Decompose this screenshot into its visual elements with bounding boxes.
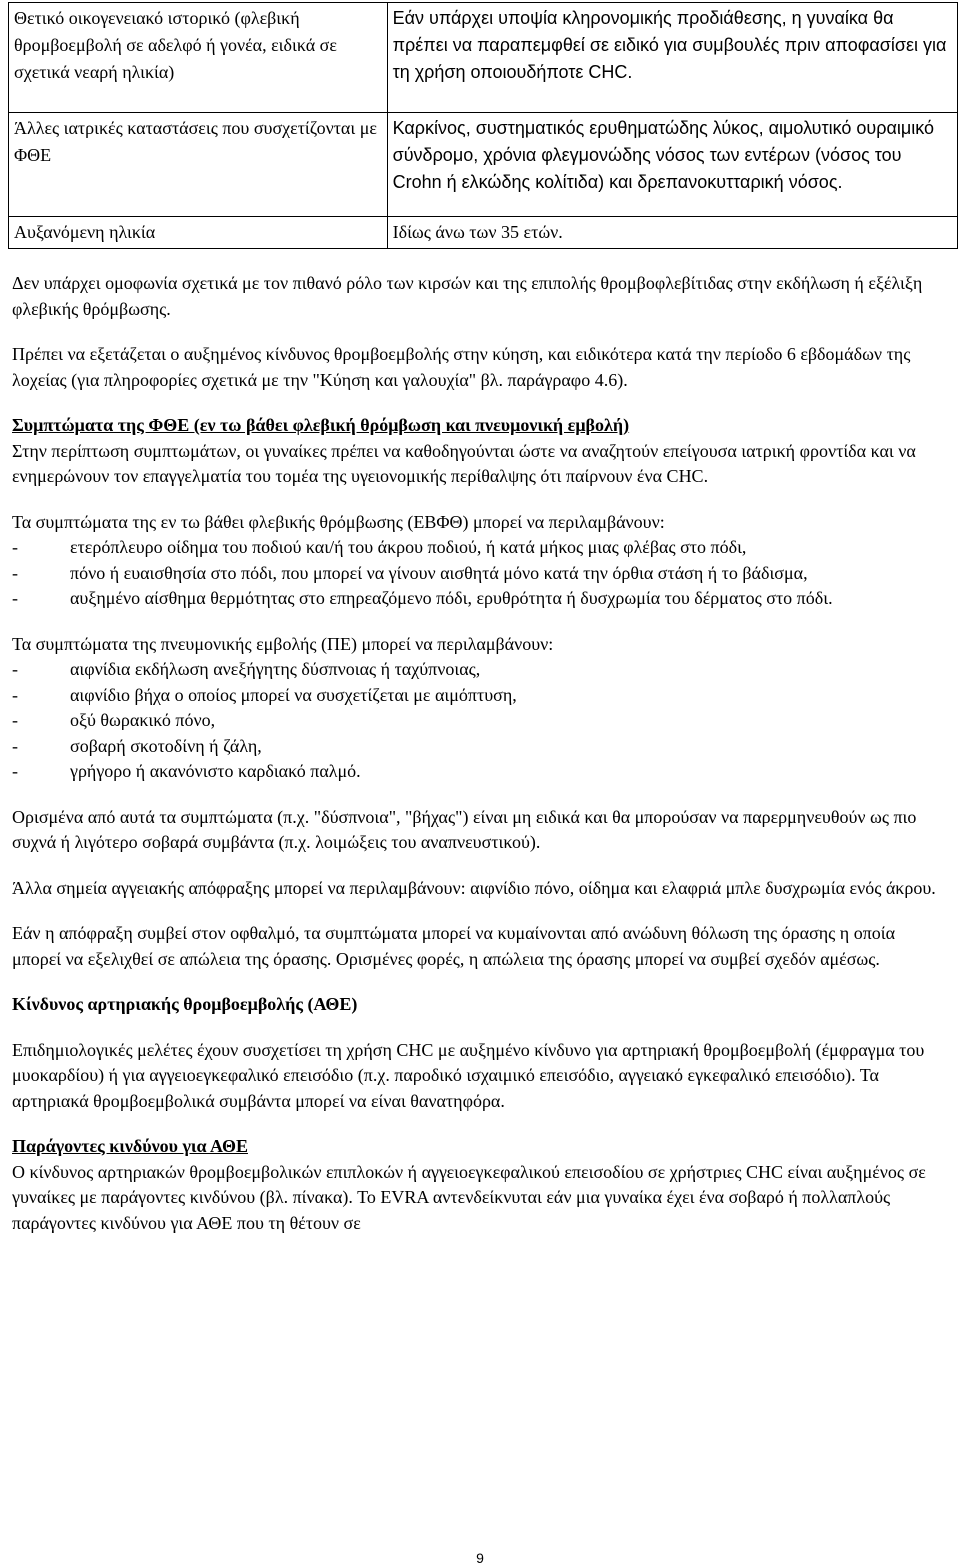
- cell-text: Εάν υπάρχει υποψία κληρονομικής προδιάθεσης, η γυναίκα θα πρέπει να παραπεμφθεί σε ειδικό για συμβουλές πριν αποφασίσει για τη χρήση οποιουδήποτε CHC.: [392, 8, 947, 82]
- list-item: - αιφνίδιο βήχα ο οποίος μπορεί να συσχετίζεται με αιμόπτυση,: [12, 683, 948, 709]
- table-cell-comment: [387, 217, 957, 249]
- heading-risk-factors-text: Παράγοντες κινδύνου για ΑΘΕ: [12, 1136, 248, 1156]
- heading-risk-factors: [12, 1134, 948, 1160]
- paragraph-ate: Επιδημιολογικές μελέτες έχουν συσχετίσει τη χρήση CHC με αυξημένο κίνδυνο για αρτηριακή θρομβοεμβολή (έμφραγμα του μυοκαρδίου) ή για αγγειοεγκεφαλικό επεισόδιο (π.χ. παροδικό ισχαιμικό επεισόδιο, αγγειακό εγκεφαλικό επεισόδιο). Τα αρτηριακά θρομβοεμβολικά συμβάντα μπορεί να είναι θανατηφόρα.: [12, 1039, 925, 1111]
- pe-intro: Τα συμπτώματα της πνευμονικής εμβολής (ΠΕ) μπορεί να περιλαμβάνουν:: [12, 633, 554, 654]
- paragraph-eye: Εάν η απόφραξη συμβεί στον οφθαλμό, τα συμπτώματα μπορεί να κυμαίνονται από ανώδυνη θόλωση της όρασης η οποία μπορεί να εξελιχθεί σε απώλεια της όρασης. Ορισμένες φορές, η απώλεια της όρασης μπορεί να συμβεί σχεδόν αμέσως.: [12, 923, 896, 969]
- paragraph-risk-factors: Ο κίνδυνος αρτηριακών θρομβοεμβολικών επιπλοκών ή αγγειοεγκεφαλικού επεισοδίου σε χρήστριες CHC είναι αυξημένος σε γυναίκες με παράγοντες κινδύνου (βλ. πίνακα). Το EVRA αντενδείκνυται εάν μια γυναίκα έχει ένα σοβαρό ή πολλαπλούς παράγοντες κινδύνου για ΑΘΕ που τη θέτουν σε: [12, 1161, 926, 1233]
- risk-factors-table: [8, 2, 958, 249]
- paragraph-pregnancy: Πρέπει να εξετάζεται ο αυξημένος κίνδυνος θρομβοεμβολής στην κύηση, και ειδικότερα κατά την περίοδο 6 εβδομάδων της λοχείας (για πληροφορίες σχετικά με την "Κύηση και γαλουχία" βλ. παράγραφο 4.6).: [12, 344, 911, 390]
- dvt-symptom-list: [12, 535, 948, 612]
- paragraph-symptoms: Στην περίπτωση συμπτωμάτων, οι γυναίκες πρέπει να καθοδηγούνται ώστε να αναζητούν επείγουσα ιατρική φροντίδα και να ενημερώνουν τον επαγγελματία του τομέα της υγειονομικής περίθαλψης ότι παίρνουν ένα CHC.: [12, 440, 916, 486]
- table-row: [9, 217, 958, 249]
- list-item: - πόνο ή ευαισθησία στο πόδι, που μπορεί να γίνουν αισθητά μόνο κατά την όρθια στάση ή το βάδισμα,: [12, 561, 948, 587]
- heading-ate: Κίνδυνος αρτηριακής θρομβοεμβολής (ΑΘΕ): [12, 994, 358, 1014]
- body-text: [12, 271, 948, 1236]
- page-number: 9: [476, 1550, 484, 1566]
- table-cell-comment: [387, 3, 957, 113]
- table-row: [9, 113, 958, 217]
- list-item: - αυξημένο αίσθημα θερμότητας στο επηρεαζόμενο πόδι, ερυθρότητα ή δυσχρωμία του δέρματος στο πόδι.: [12, 586, 948, 612]
- list-item: - σοβαρή σκοτοδίνη ή ζάλη,: [12, 734, 948, 760]
- list-item: - ετερόπλευρο οίδημα του ποδιού και/ή του άκρου ποδιού, ή κατά μήκος μιας φλέβας στο πόδι,: [12, 535, 948, 561]
- table-cell-comment: [387, 113, 957, 217]
- list-item: - οξύ θωρακικό πόνο,: [12, 708, 948, 734]
- paragraph-nonspecific: Ορισμένα από αυτά τα συμπτώματα (π.χ. "δύσπνοια", "βήχας") είναι μη ειδικά και θα μπορούσαν να παρερμηνευθούν ως πιο συχνά ή λιγότερο σοβαρά συμβάντα (π.χ. λοιμώξεις του αναπνευστικού).: [12, 806, 917, 852]
- list-item: - αιφνίδια εκδήλωση ανεξήγητης δύσπνοιας ή ταχύπνοιας,: [12, 657, 948, 683]
- paragraph-consensus: Δεν υπάρχει ομοφωνία σχετικά με τον πιθανό ρόλο των κιρσών και της επιπολής θρομβοφλεβίτιδας στην εκδήλωση ή εξέλιξη φλεβικής θρόμβωσης.: [12, 273, 923, 319]
- table-cell-factor: [9, 113, 388, 217]
- table-cell-factor: [9, 217, 388, 249]
- cell-text: Θετικό οικογενειακό ιστορικό (φλεβική θρομβοεμβολή σε αδελφό ή γονέα, ειδικά σε σχετικά νεαρή ηλικία): [14, 8, 337, 82]
- cell-text: Αυξανόμενη ηλικία: [14, 222, 156, 242]
- heading-symptoms-text: Συμπτώματα της ΦΘΕ (εν τω βάθει φλεβική θρόμβωση και πνευμονική εμβολή): [12, 415, 630, 435]
- cell-text: Καρκίνος, συστηματικός ερυθηματώδης λύκος, αιμολυτικό ουραιμικό σύνδρομο, χρόνια φλεγμονώδης νόσος των εντέρων (νόσος του Crohn ή ελκώδης κολίτιδα) και δρεπανοκυτταρική νόσος.: [392, 118, 935, 192]
- paragraph-occlusion: Άλλα σημεία αγγειακής απόφραξης μπορεί να περιλαμβάνουν: αιφνίδιο πόνο, οίδημα και ελαφριά μπλε δυσχρωμία ενός άκρου.: [12, 877, 936, 898]
- heading-symptoms: [12, 413, 948, 439]
- table-cell-factor: [9, 3, 388, 113]
- pe-symptom-list: [12, 657, 948, 785]
- table-row: [9, 3, 958, 113]
- cell-text: Ιδίως άνω των 35 ετών.: [392, 222, 563, 242]
- cell-text: Άλλες ιατρικές καταστάσεις που συσχετίζονται με ΦΘΕ: [14, 118, 377, 165]
- list-item: - γρήγορο ή ακανόνιστο καρδιακό παλμό.: [12, 759, 948, 785]
- dvt-intro: Τα συμπτώματα της εν τω βάθει φλεβικής θρόμβωσης (ΕΒΦΘ) μπορεί να περιλαμβάνουν:: [12, 511, 665, 532]
